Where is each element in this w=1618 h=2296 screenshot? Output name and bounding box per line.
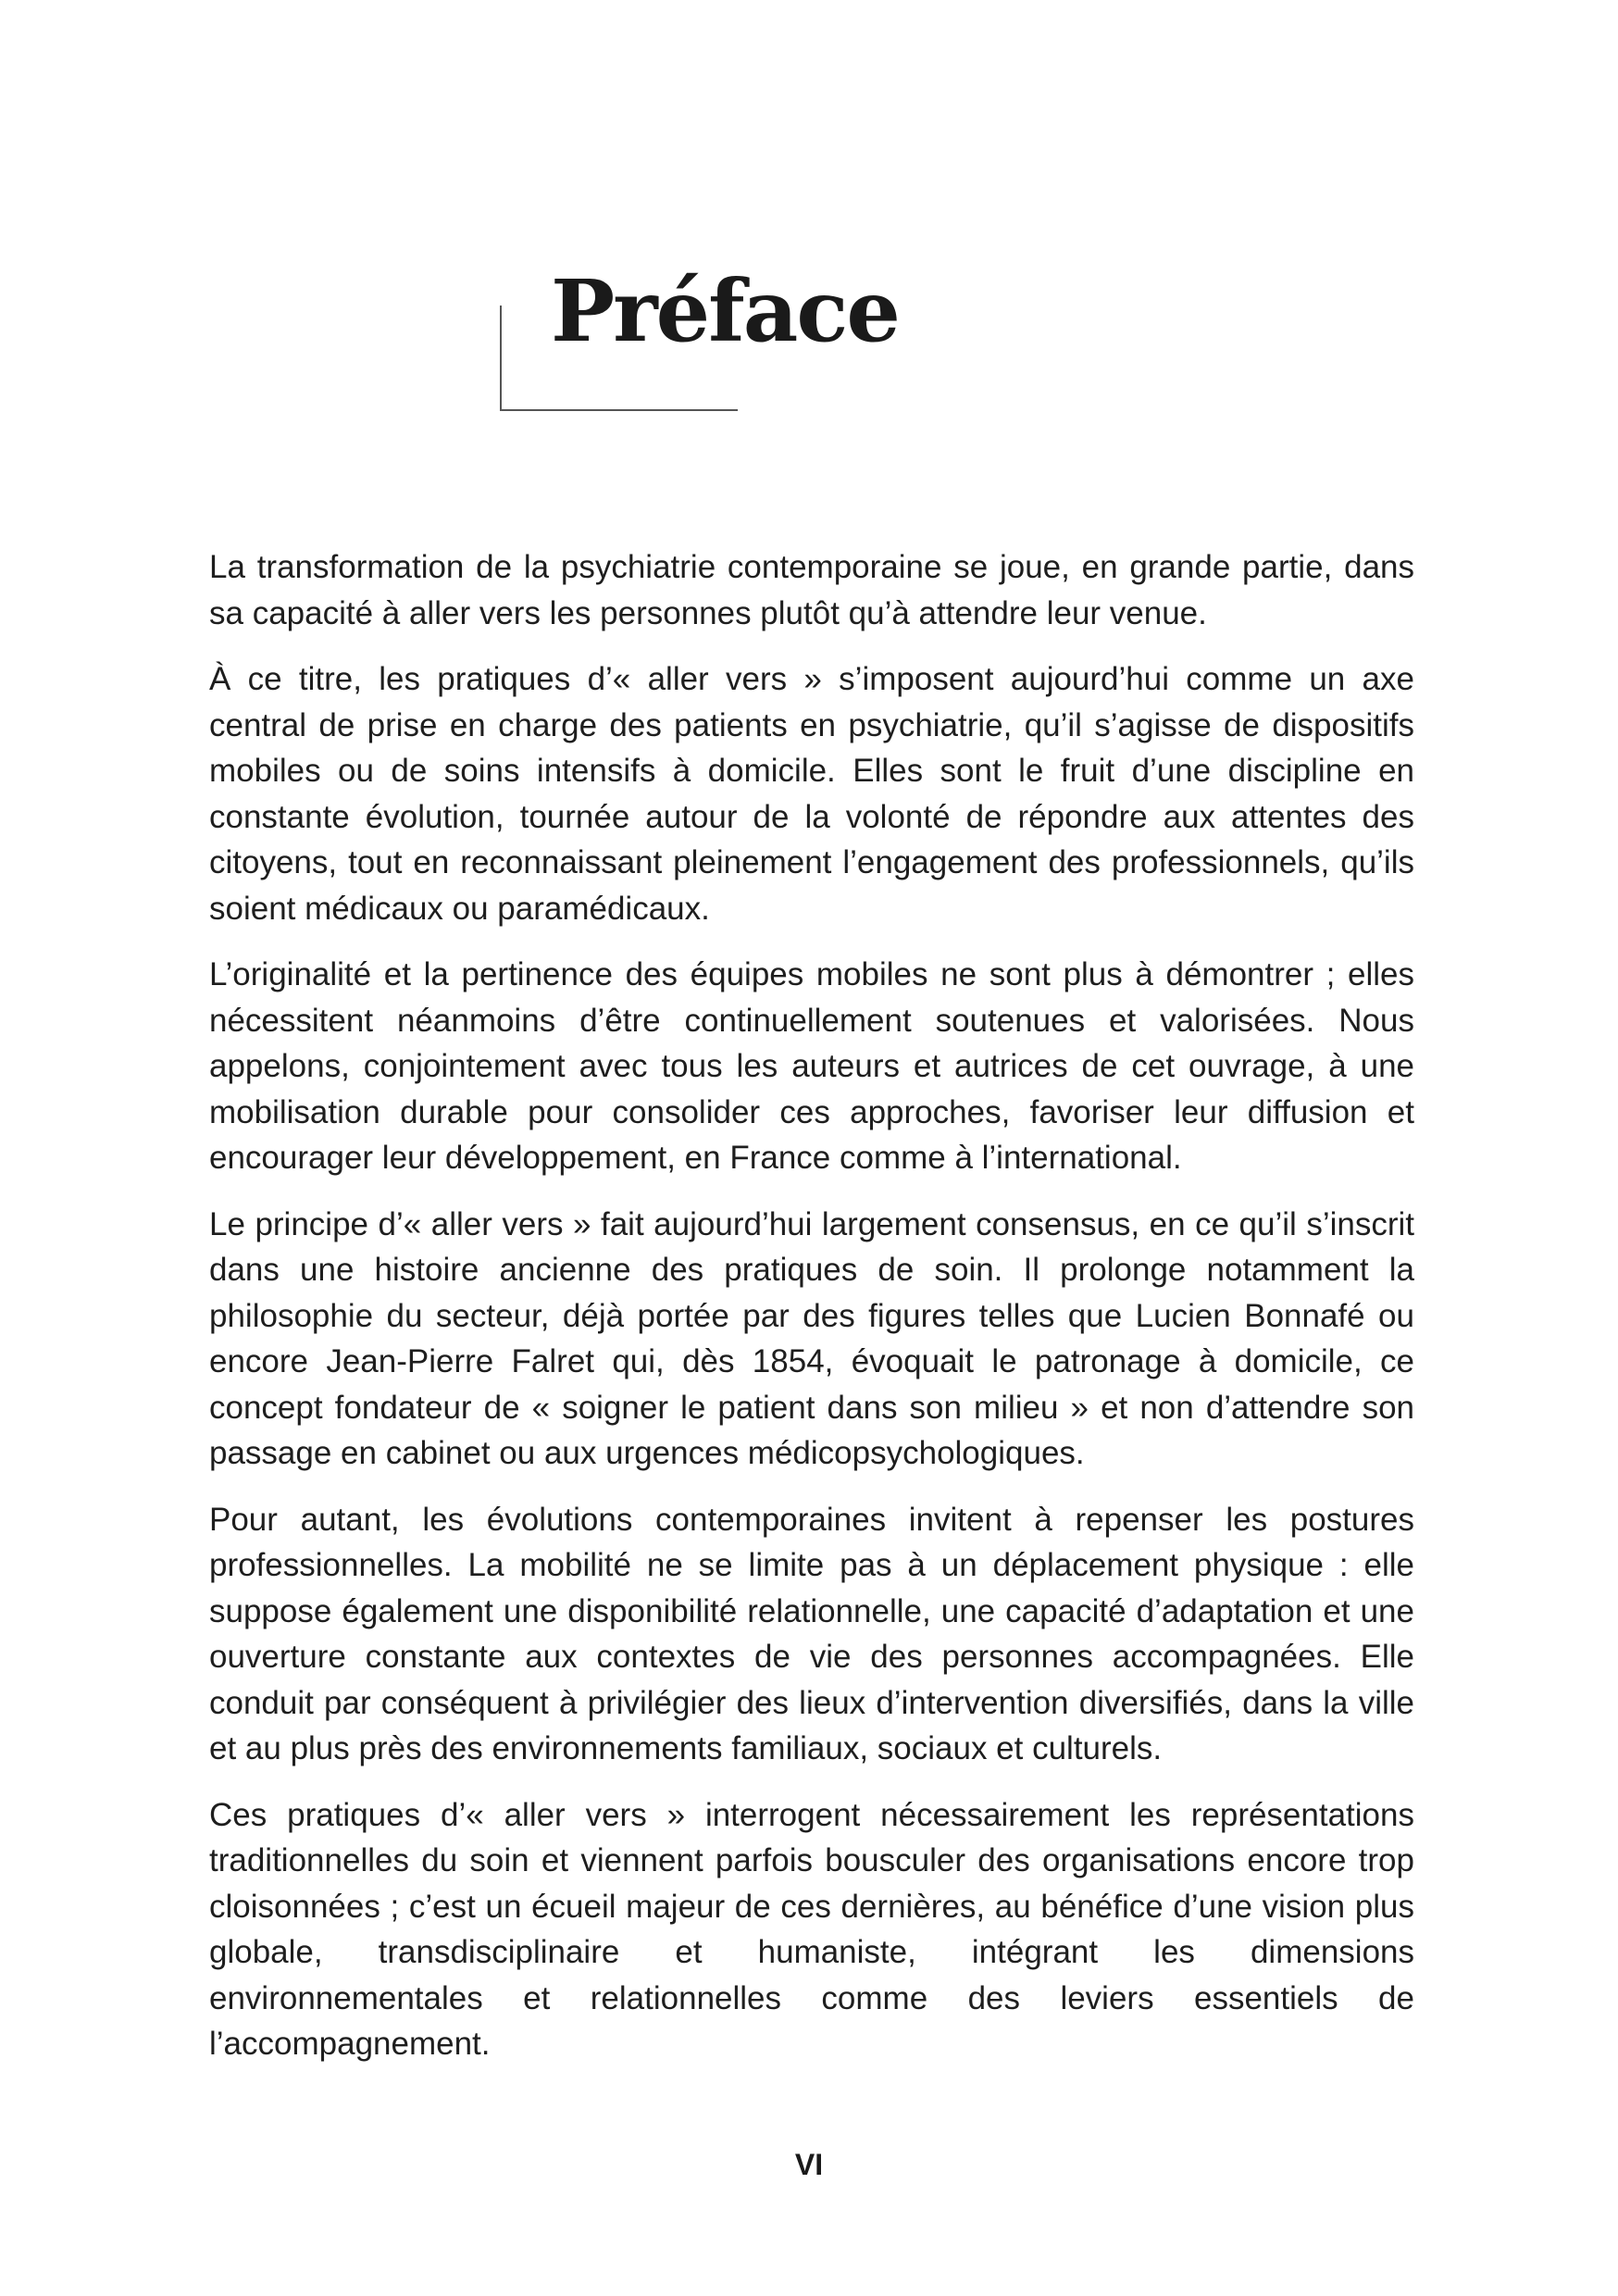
paragraph: Pour autant, les évolutions contemporaines invitent à repenser les postures professionnelles. La mobilité ne se limite pas à un déplacement physique : elle suppose également une disponibilité relationnelle, une capacité d’adaptation et une ouverture constante aux contextes de vie des personnes accompagnées. Elle conduit par conséquent à privilégier des lieux d’intervention diversifiés, dans la ville et au plus près des environnements familiaux, sociaux et culturels. bbox=[209, 1501, 1414, 1766]
paragraph: Ces pratiques d’« aller vers » interrogent nécessairement les représentations traditionnelles du soin et viennent parfois bousculer des organisations encore trop cloisonnées ; c’est un écueil majeur de ces dernières, au bénéfice d’une vision plus globale, transdisciplinaire et humaniste, intégrant les dimensions environnementales et relationnelles comme des leviers essentiels de l’accompagnement. bbox=[209, 1796, 1414, 2062]
paragraph: La transformation de la psychiatrie contemporaine se joue, en grande partie, dans sa capacité à aller vers les personnes plutôt qu’à attendre leur venue. bbox=[209, 549, 1414, 631]
page-number: VI bbox=[794, 2148, 824, 2181]
paragraph: À ce titre, les pratiques d’« aller vers » s’imposent aujourd’hui comme un axe central de prise en charge des patients en psychiatrie, qu’il s’agisse de dispositifs mobiles ou de soins intensifs à domicile. Elles sont le fruit d’une discipline en constante évolution, tournée autour de la volonté de répondre aux attentes des citoyens, tout en reconnaissant pleinement l’engagement des professionnels, qu’ils soient médicaux ou paramédicaux. bbox=[209, 661, 1414, 927]
body-text bbox=[209, 544, 1414, 2088]
page-title: Préface bbox=[551, 261, 899, 361]
paragraph: L’originalité et la pertinence des équipes mobiles ne sont plus à démontrer ; elles nécessitent néanmoins d’être continuellement soutenues et valorisées. Nous appelons, conjointement avec tous les auteurs et autrices de cet ouvrage, à une mobilisation durable pour consolider ces approches, favoriser leur diffusion et encourager leur développement, en France comme à l’international. bbox=[209, 956, 1414, 1176]
paragraph: Le principe d’« aller vers » fait aujourd’hui largement consensus, en ce qu’il s’inscrit dans une histoire ancienne des pratiques de soin. Il prolonge notamment la philosophie du secteur, déjà portée par des figures telles que Lucien Bonnafé ou encore Jean-Pierre Falret qui, dès 1854, évoquait le patronage à domicile, ce concept fondateur de « soigner le patient dans son milieu » et non d’attendre son passage en cabinet ou aux urgences médicopsychologiques. bbox=[209, 1205, 1414, 1471]
